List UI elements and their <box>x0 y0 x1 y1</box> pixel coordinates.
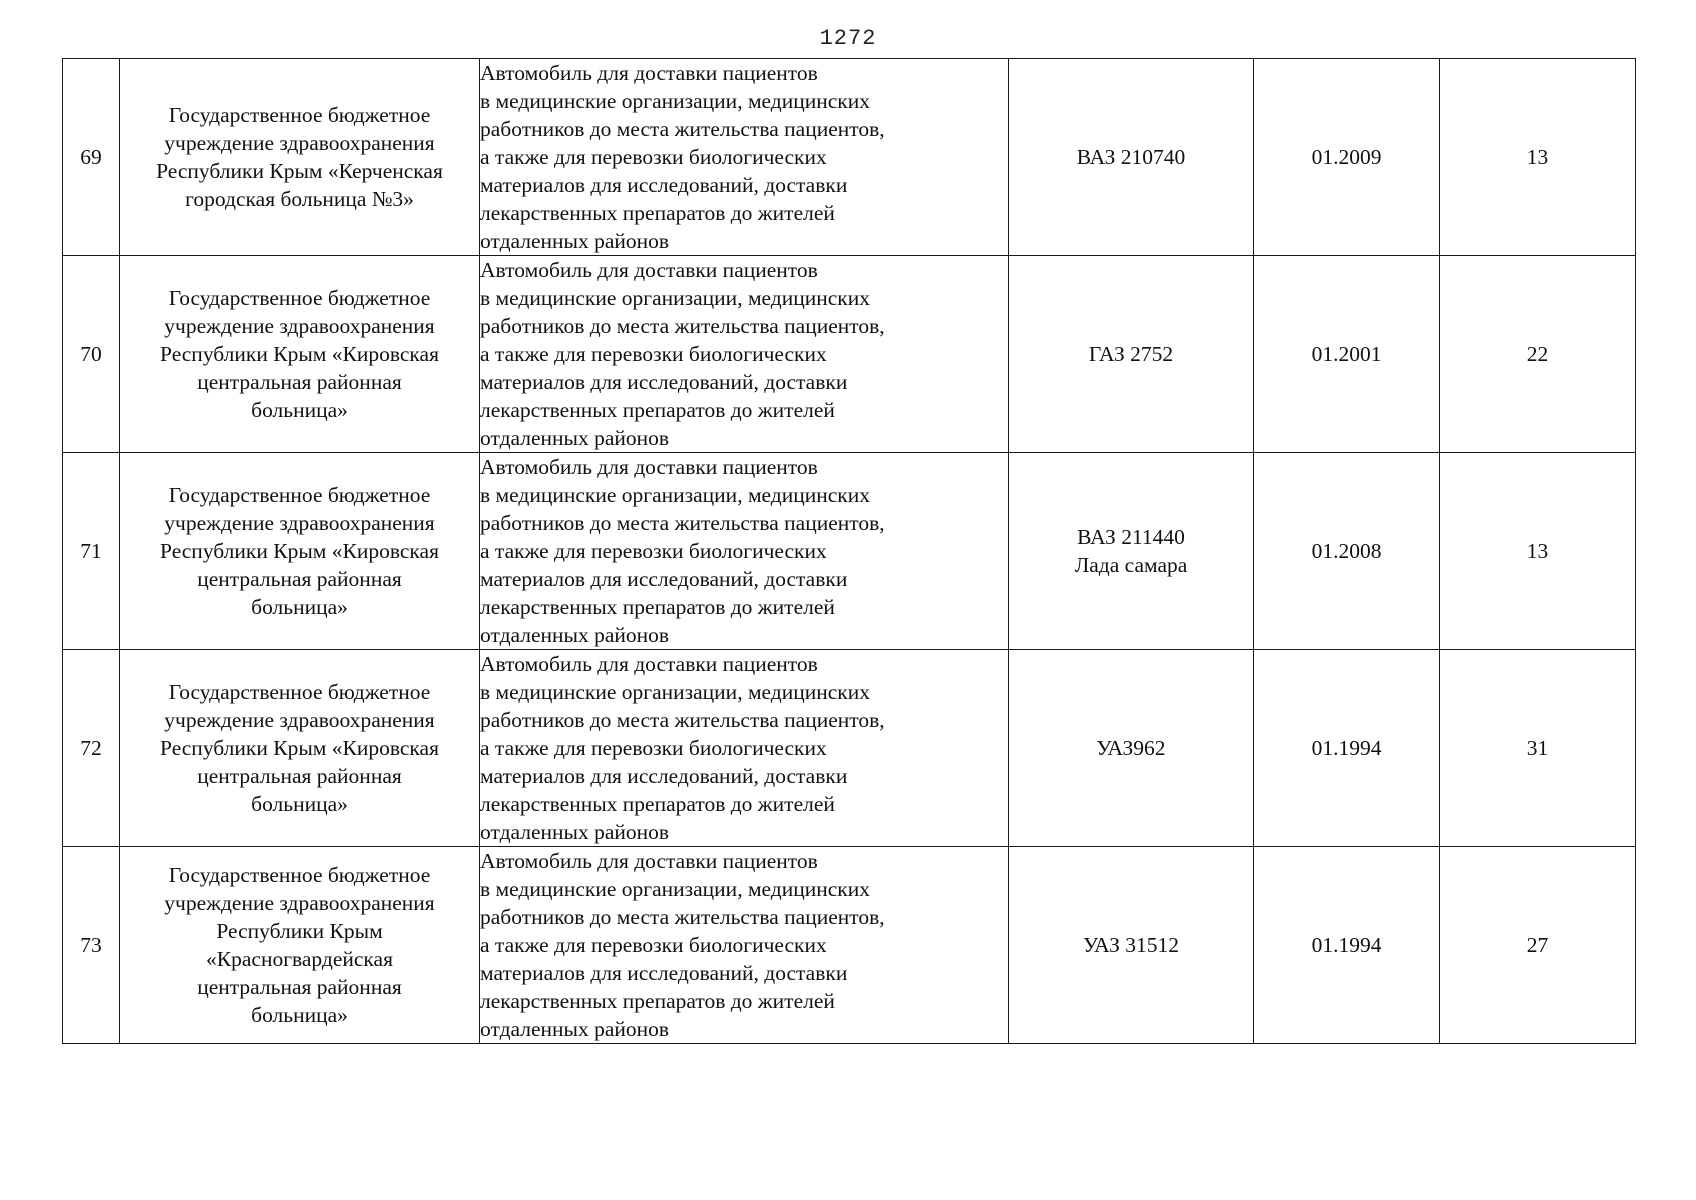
organization-line: больница» <box>251 792 348 816</box>
vehicle-model-line: УАЗ 31512 <box>1082 933 1179 957</box>
organization-line: городская больница №3» <box>185 187 414 211</box>
date-cell: 01.1994 <box>1254 650 1440 847</box>
organization-line: центральная районная <box>197 567 402 591</box>
purpose-cell: Автомобиль для доставки пациентов в медицинские организации, медицинских работников до места жительства пациентов, а также для перевозки биологических материалов для исследований, доставки лекарственных препаратов до жителей отдаленных районов <box>480 650 1009 847</box>
organization-line: Государственное бюджетное <box>168 680 431 704</box>
purpose-cell: Автомобиль для доставки пациентов в медицинские организации, медицинских работников до места жительства пациентов, а также для перевозки биологических материалов для исследований, доставки лекарственных препаратов до жителей отдаленных районов <box>480 256 1009 453</box>
organization-line: больница» <box>251 595 348 619</box>
vehicle-model-line: ВАЗ 211440 <box>1077 525 1185 549</box>
organization-line: учреждение здравоохранения <box>164 314 435 338</box>
organization-cell <box>120 59 480 256</box>
row-number: 72 <box>63 650 120 847</box>
vehicle-table <box>62 58 1636 1044</box>
purpose-cell: Автомобиль для доставки пациентов в медицинские организации, медицинских работников до места жительства пациентов, а также для перевозки биологических материалов для исследований, доставки лекарственных препаратов до жителей отдаленных районов <box>480 453 1009 650</box>
table-row <box>63 650 1636 847</box>
organization-line: «Красногвардейская <box>206 947 393 971</box>
organization-line: Государственное бюджетное <box>168 483 431 507</box>
organization-line: центральная районная <box>197 975 402 999</box>
row-number: 71 <box>63 453 120 650</box>
date-cell: 01.1994 <box>1254 847 1440 1044</box>
organization-line: учреждение здравоохранения <box>164 708 435 732</box>
vehicle-model-line: Лада самара <box>1074 553 1188 577</box>
organization-line: учреждение здравоохранения <box>164 891 435 915</box>
organization-cell <box>120 453 480 650</box>
organization-line: учреждение здравоохранения <box>164 131 435 155</box>
age-cell: 22 <box>1440 256 1636 453</box>
organization-line: Республики Крым «Керченская <box>156 159 443 183</box>
vehicle-model-line: ВАЗ 210740 <box>1076 145 1186 169</box>
vehicle-model-cell <box>1009 847 1254 1044</box>
purpose-cell: Автомобиль для доставки пациентов в медицинские организации, медицинских работников до места жительства пациентов, а также для перевозки биологических материалов для исследований, доставки лекарственных препаратов до жителей отдаленных районов <box>480 847 1009 1044</box>
organization-cell <box>120 650 480 847</box>
row-number: 73 <box>63 847 120 1044</box>
organization-line: центральная районная <box>197 764 402 788</box>
organization-line: центральная районная <box>197 370 402 394</box>
vehicle-model-cell <box>1009 59 1254 256</box>
organization-line: Государственное бюджетное <box>168 103 431 127</box>
organization-line: Государственное бюджетное <box>168 863 431 887</box>
vehicle-model-line: УАЗ962 <box>1096 736 1166 760</box>
organization-line: больница» <box>251 1003 348 1027</box>
organization-line: Государственное бюджетное <box>168 286 431 310</box>
age-cell: 27 <box>1440 847 1636 1044</box>
table-row <box>63 847 1636 1044</box>
vehicle-model-cell <box>1009 453 1254 650</box>
organization-line: Республики Крым «Кировская <box>160 736 439 760</box>
organization-line: Республики Крым «Кировская <box>160 539 439 563</box>
date-cell: 01.2009 <box>1254 59 1440 256</box>
organization-line: больница» <box>251 398 348 422</box>
vehicle-model-cell <box>1009 650 1254 847</box>
table-row <box>63 453 1636 650</box>
age-cell: 31 <box>1440 650 1636 847</box>
date-cell: 01.2001 <box>1254 256 1440 453</box>
age-cell: 13 <box>1440 453 1636 650</box>
table-row <box>63 59 1636 256</box>
table-row <box>63 256 1636 453</box>
date-cell: 01.2008 <box>1254 453 1440 650</box>
organization-cell <box>120 847 480 1044</box>
organization-cell <box>120 256 480 453</box>
organization-line: Республики Крым <box>216 919 383 943</box>
row-number: 70 <box>63 256 120 453</box>
vehicle-model-cell <box>1009 256 1254 453</box>
age-cell: 13 <box>1440 59 1636 256</box>
organization-line: учреждение здравоохранения <box>164 511 435 535</box>
purpose-cell: Автомобиль для доставки пациентов в медицинские организации, медицинских работников до места жительства пациентов, а также для перевозки биологических материалов для исследований, доставки лекарственных препаратов до жителей отдаленных районов <box>480 59 1009 256</box>
organization-line: Республики Крым «Кировская <box>160 342 439 366</box>
page-number: 1272 <box>819 26 877 51</box>
vehicle-model-line: ГАЗ 2752 <box>1088 342 1174 366</box>
row-number: 69 <box>63 59 120 256</box>
